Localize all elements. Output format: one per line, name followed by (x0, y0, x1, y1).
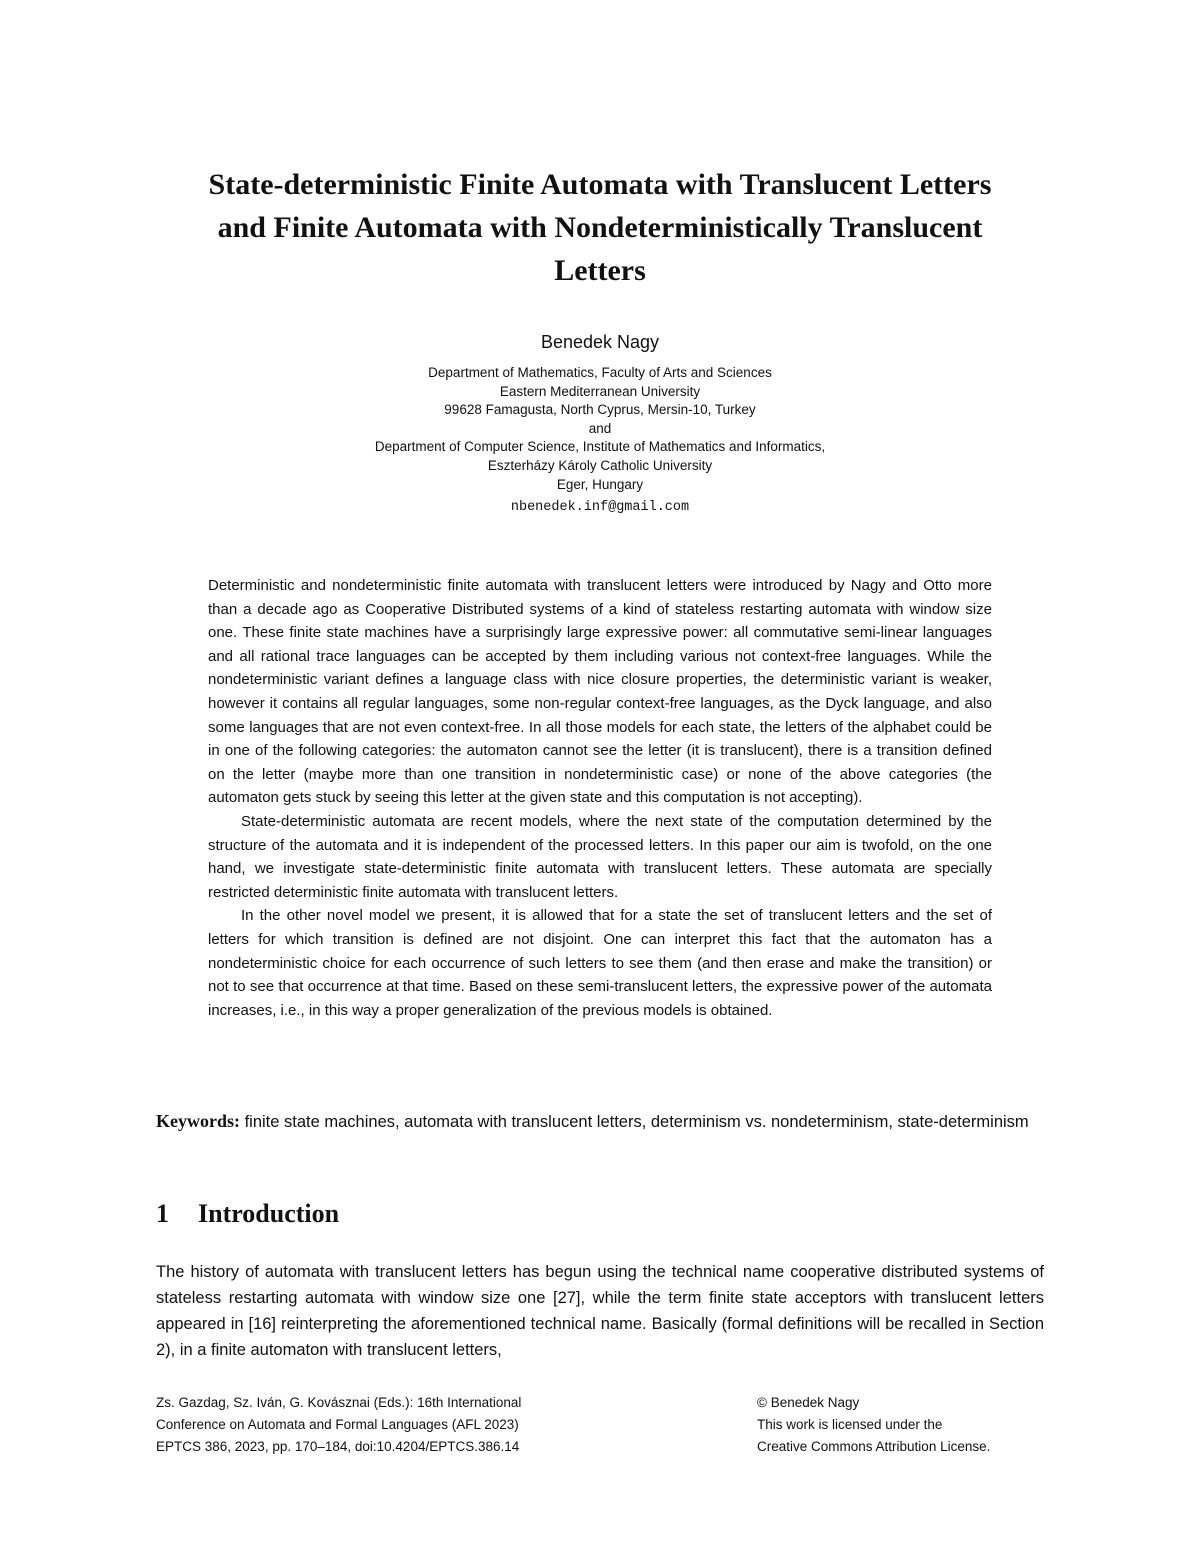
affiliation-line: and (588, 420, 612, 436)
section-heading (156, 1199, 339, 1229)
affiliation-line: Department of Mathematics, Faculty of Arts and Sciences (428, 365, 772, 380)
abstract (208, 574, 992, 1022)
footer-line: EPTCS 386, 2023, pp. 170–184, doi:10.4204/EPTCS.386.14 (156, 1439, 520, 1454)
title-line: Letters (554, 254, 646, 287)
keywords (156, 1108, 1044, 1136)
abstract-paragraph: In the other novel model we present, it is allowed that for a state the set of translucent letters and the set of letters for which transition is defined are not disjoint. One can interpret this fact that the automaton has a nondeterministic choice for each occurrence of such letters to see them (and then erase and make the transition) or not to see that occurrence at that time. Based on these semi-translucent letters, the expressive power of the automata increases, i.e., in this way a proper generalization of the previous models is obtained. (208, 907, 992, 1019)
author-name: Benedek Nagy (540, 332, 660, 352)
paper-title (140, 163, 1060, 292)
abstract-paragraph: State-deterministic automata are recent models, where the next state of the computation determined by the structure of the automata and it is independent of the processed letters. In this paper our aim is twofold, on the one hand, we investigate state-deterministic finite automata with translucent letters. These automata are specially restricted deterministic finite automata with translucent letters. (208, 812, 992, 901)
affiliation-line: Eastern Mediterranean University (499, 383, 701, 399)
footer-citation (156, 1392, 521, 1458)
title-line: State-deterministic Finite Automata with Translucent Letters (208, 168, 992, 201)
intro-paragraph: The history of automata with translucent letters has begun using the technical name cooperative distributed systems of stateless restarting automata with window size one [27], while the term finite state acceptors with translucent letters appeared in [16] reinterpreting the aforementioned technical name. Basically (formal definitions will be recalled in Section 2), in a finite automaton with translucent letters, (156, 1263, 1044, 1359)
affiliation-line: Department of Computer Science, Institute of Mathematics and Informatics, (374, 439, 826, 455)
author-email: nbenedek.inf@gmail.com (510, 500, 690, 515)
footer-line: © Benedek Nagy (757, 1395, 860, 1410)
affiliation-line: 99628 Famagusta, North Cyprus, Mersin-10, Turkey (444, 402, 756, 418)
section-number: 1 (156, 1199, 169, 1228)
author-affiliation (0, 364, 1200, 494)
abstract-paragraph: Deterministic and nondeterministic finite automata with translucent letters were introduced by Nagy and Otto more than a decade ago as Cooperative Distributed systems of a kind of stateless restarting automata with window size one. These finite state machines have a surprisingly large expressive power: all commutative semi-linear languages and all rational trace languages can be accepted by them including various not context-free languages. While the nondeterministic variant defines a language class with nice closure properties, the deterministic variant is weaker, however it contains all regular languages, some non-regular context-free languages, as the Dyck language, and also some languages that are not even context-free. In all those models for each state, the letters of the alphabet could be in one of the following categories: the automaton cannot see the letter (it is translucent), there is a transition defined on the letter (maybe more than one transition in nondeterministic case) or none of the above categories (the automaton gets stuck by seeing this letter at the given state and this computation is not accepting). (208, 577, 992, 807)
footer-line: This work is licensed under the (757, 1417, 943, 1432)
section-title: Introduction (198, 1199, 340, 1228)
footer-line: Conference on Automata and Formal Languages (AFL 2023) (156, 1417, 519, 1432)
title-line: and Finite Automata with Nondeterministically Translucent (217, 211, 983, 244)
affiliation-line: Eszterházy Károly Catholic University (487, 457, 713, 473)
affiliation-line: Eger, Hungary (556, 476, 644, 492)
keywords-label: Keywords: (156, 1111, 240, 1131)
keywords-text: finite state machines, automata with translucent letters, determinism vs. nondeterminism, state-determinism (244, 1113, 1029, 1131)
footer-license (757, 1392, 990, 1458)
footer-line: Zs. Gazdag, Sz. Iván, G. Kovásznai (Eds.): 16th International (156, 1395, 522, 1410)
footer-line: Creative Commons Attribution License. (757, 1439, 991, 1454)
